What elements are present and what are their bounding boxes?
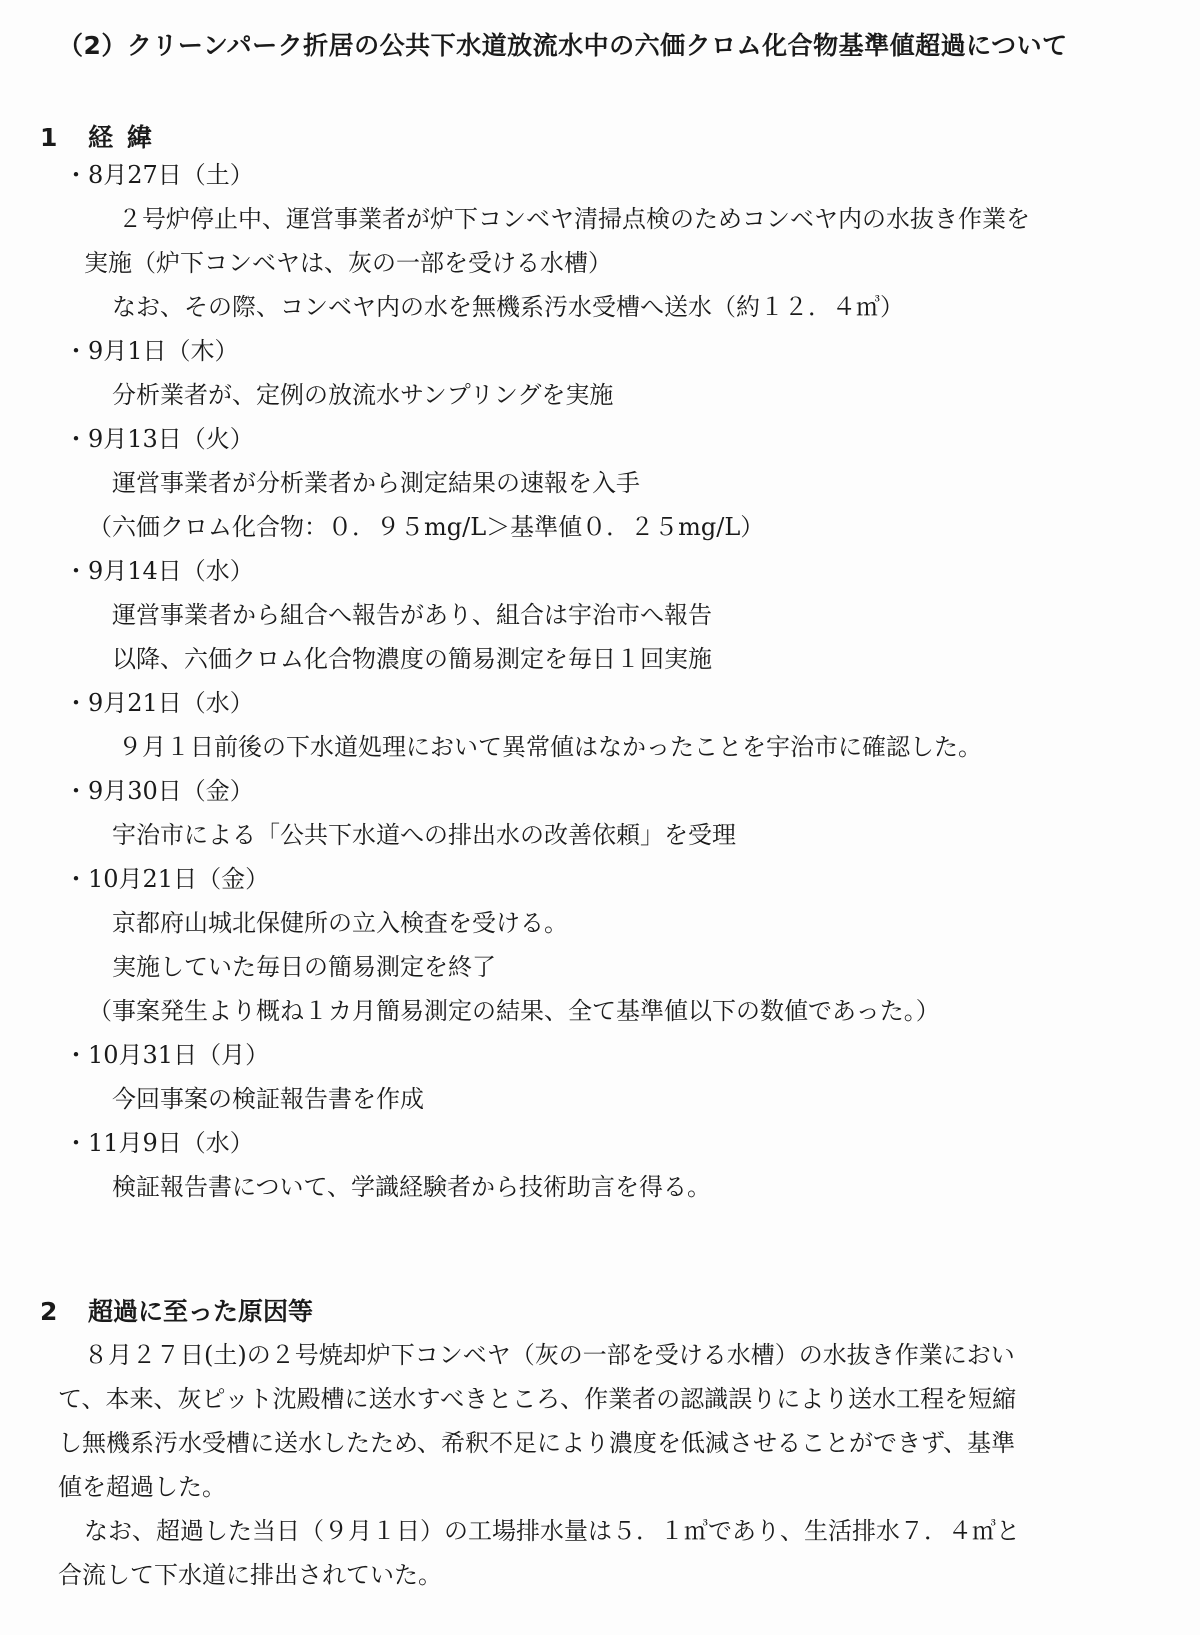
document-title: （2）クリーンパーク折居の公共下水道放流水中の六価クロム化合物基準値超過について <box>58 31 1068 60</box>
cause-paragraph-line: て、本来、灰ピット沈殿槽に送水すべきところ、作業者の認識誤りにより送水工程を短縮 <box>58 1385 1017 1413</box>
timeline-text: ９月１日前後の下水道処理において異常値はなかったことを宇治市に確認した。 <box>118 733 982 761</box>
timeline-text: 分析業者が、定例の放流水サンプリングを実施 <box>112 381 614 409</box>
timeline-date: ・9月30日（金） <box>64 777 254 805</box>
section-1-label: 経緯 <box>88 123 167 152</box>
cause-paragraph-line: し無機系汚水受槽に送水したため、希釈不足により濃度を低減させることができず、基準 <box>58 1429 1016 1457</box>
timeline-text: 実施していた毎日の簡易測定を終了 <box>112 953 496 981</box>
timeline-text: 検証報告書について、学識経験者から技術助言を得る。 <box>112 1173 712 1201</box>
timeline-text: 宇治市による「公共下水道への排出水の改善依頼」を受理 <box>112 821 736 849</box>
section-1-heading <box>40 118 166 154</box>
section-2-number: 2 <box>40 1297 58 1326</box>
timeline-text: （六価クロム化合物：０．９５mg/L＞基準値０．２５mg/L） <box>88 513 765 541</box>
cause-paragraph-line: ８月２７日(土)の２号焼却炉下コンベヤ（灰の一部を受ける水槽）の水抜き作業におい <box>84 1341 1015 1369</box>
timeline-text: 今回事案の検証報告書を作成 <box>112 1085 424 1113</box>
timeline-text: 運営事業者から組合へ報告があり、組合は宇治市へ報告 <box>112 601 712 629</box>
timeline-text: ２号炉停止中、運営事業者が炉下コンベヤ清掃点検のためコンベヤ内の水抜き作業を <box>118 205 1030 233</box>
timeline-text: 運営事業者が分析業者から測定結果の速報を入手 <box>112 469 640 497</box>
timeline-date: ・9月13日（火） <box>64 425 254 453</box>
timeline-date: ・11月9日（水） <box>64 1129 254 1157</box>
timeline-date: ・10月31日（月） <box>64 1041 270 1069</box>
note-paragraph-line: 合流して下水道に排出されていた。 <box>58 1561 442 1589</box>
timeline-text: なお、その際、コンベヤ内の水を無機系汚水受槽へ送水（約１２．４㎥） <box>112 293 904 321</box>
timeline-text: （事案発生より概ね１カ月簡易測定の結果、全て基準値以下の数値であった。） <box>88 997 940 1025</box>
timeline-text: 以降、六価クロム化合物濃度の簡易測定を毎日１回実施 <box>112 645 712 673</box>
timeline-text: 実施（炉下コンベヤは、灰の一部を受ける水槽） <box>84 249 612 277</box>
timeline-date: ・9月14日（水） <box>64 557 254 585</box>
section-1-number: 1 <box>40 123 58 152</box>
note-paragraph-line: なお、超過した当日（９月１日）の工場排水量は５．１㎥であり、生活排水７．４㎥と <box>84 1517 1020 1545</box>
timeline-date: ・10月21日（金） <box>64 865 270 893</box>
section-2-heading <box>40 1292 313 1328</box>
timeline-date: ・9月1日（木） <box>64 337 239 365</box>
cause-paragraph-line: 値を超過した。 <box>58 1473 226 1501</box>
timeline-date: ・8月27日（土） <box>64 161 254 189</box>
timeline-date: ・9月21日（水） <box>64 689 254 717</box>
section-2-label: 超過に至った原因等 <box>88 1297 314 1326</box>
timeline-text: 京都府山城北保健所の立入検査を受ける。 <box>112 909 568 937</box>
